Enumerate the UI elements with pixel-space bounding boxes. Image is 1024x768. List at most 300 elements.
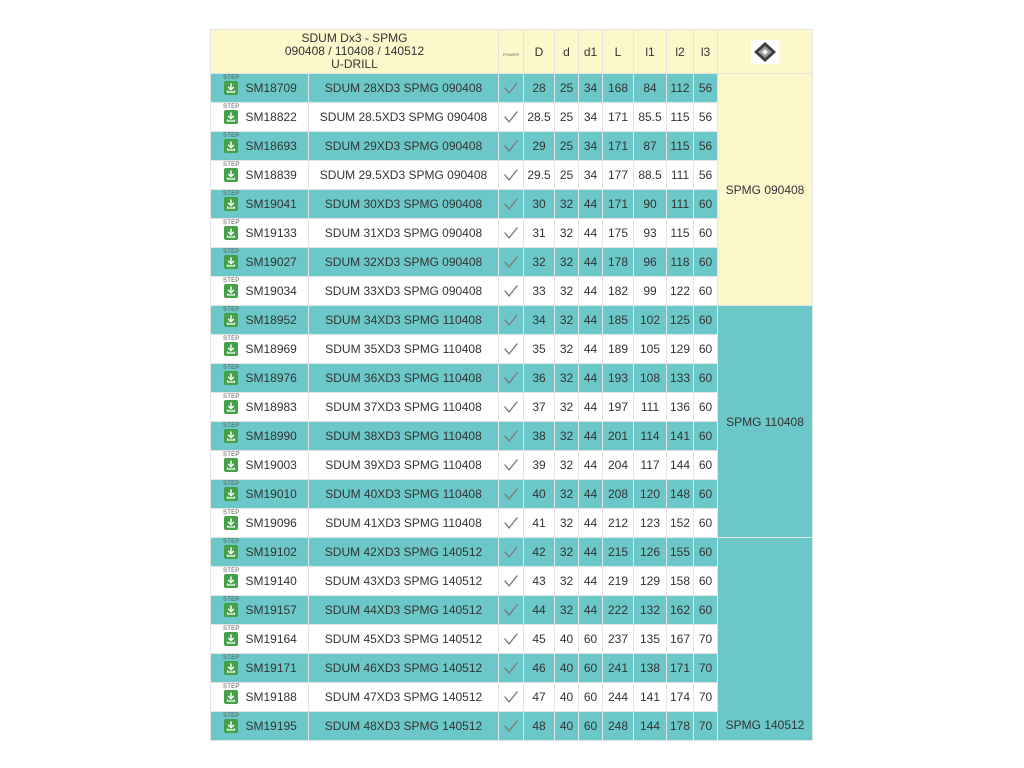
dim-l3: 56 [694,161,718,190]
dim-L: 177 [603,161,634,190]
dim-l1: 99 [634,277,667,306]
download-icon [224,139,238,156]
download-icon [224,458,238,475]
dim-d1: 60 [579,683,603,712]
dim-l1: 114 [634,422,667,451]
col-header-d: d [555,30,579,74]
dim-D: 32 [524,248,555,277]
dim-L: 178 [603,248,634,277]
dim-d: 32 [555,277,579,306]
step-label: STEP [223,74,240,81]
step-label: STEP [223,422,240,429]
step-download-button[interactable] [223,539,239,562]
code-cell [211,683,309,712]
dim-l2: 115 [667,219,694,248]
dim-l2: 136 [667,393,694,422]
dim-d: 32 [555,480,579,509]
product-name: SDUM 44XD3 SPMG 140512 [309,596,499,625]
dim-l1: 108 [634,364,667,393]
step-label: STEP [223,248,240,255]
dim-D: 45 [524,625,555,654]
download-icon [224,632,238,649]
dim-l2: 133 [667,364,694,393]
code-cell [211,393,309,422]
step-label: STEP [223,480,240,487]
check-icon [499,74,524,103]
dim-L: 208 [603,480,634,509]
download-icon [224,226,238,243]
dim-l2: 144 [667,451,694,480]
step-label: STEP [223,190,240,197]
product-code: SM19102 [245,545,297,559]
dim-l3: 60 [694,248,718,277]
check-icon [499,132,524,161]
dim-l3: 60 [694,422,718,451]
code-cell [211,596,309,625]
code-cell [211,451,309,480]
step-label: STEP [223,654,240,661]
dim-l2: 167 [667,625,694,654]
dim-L: 197 [603,393,634,422]
product-code: SM18952 [245,313,297,327]
dim-l3: 60 [694,451,718,480]
check-icon [499,103,524,132]
product-name: SDUM 48XD3 SPMG 140512 [309,712,499,741]
product-name: SDUM 32XD3 SPMG 090408 [309,248,499,277]
dim-D: 33 [524,277,555,306]
step-label: STEP [223,103,240,110]
product-code: SM19096 [245,516,297,530]
dim-l2: 162 [667,596,694,625]
dim-L: 171 [603,132,634,161]
dim-l3: 70 [694,712,718,741]
dim-l1: 93 [634,219,667,248]
dim-d: 32 [555,509,579,538]
dim-d: 32 [555,306,579,335]
dim-d1: 60 [579,625,603,654]
dim-D: 30 [524,190,555,219]
product-code: SM18976 [245,371,297,385]
step-download-button[interactable] [223,249,239,272]
dim-D: 29 [524,132,555,161]
power-logo [499,30,524,74]
product-code: SM19188 [245,690,297,704]
dim-l1: 90 [634,190,667,219]
dim-L: 244 [603,683,634,712]
dim-l1: 87 [634,132,667,161]
dim-L: 193 [603,364,634,393]
table-row [211,306,813,335]
dim-d1: 44 [579,306,603,335]
code-cell [211,103,309,132]
dim-d: 32 [555,364,579,393]
dim-l3: 60 [694,335,718,364]
step-download-button[interactable] [223,307,239,330]
download-icon [224,603,238,620]
step-download-button[interactable] [223,191,239,214]
dim-D: 43 [524,567,555,596]
dim-D: 44 [524,596,555,625]
dim-D: 34 [524,306,555,335]
product-code: SM19010 [245,487,297,501]
dim-l2: 112 [667,74,694,103]
col-header-L: L [603,30,634,74]
code-cell [211,306,309,335]
product-name: SDUM 43XD3 SPMG 140512 [309,567,499,596]
dim-l3: 70 [694,654,718,683]
dim-D: 36 [524,364,555,393]
step-label: STEP [223,509,240,516]
dim-l3: 60 [694,393,718,422]
dim-d: 32 [555,567,579,596]
step-label: STEP [223,219,240,226]
step-download-button[interactable] [223,655,239,678]
dim-l2: 178 [667,712,694,741]
product-code: SM19133 [245,226,297,240]
step-label: STEP [223,596,240,603]
dim-D: 31 [524,219,555,248]
table-row [211,74,813,103]
dim-l2: 125 [667,306,694,335]
download-icon [224,661,238,678]
check-icon [499,248,524,277]
dim-d1: 44 [579,335,603,364]
check-icon [499,538,524,567]
title-line-1: SDUM Dx3 - SPMG [301,31,408,45]
product-name: SDUM 28.5XD3 SPMG 090408 [309,103,499,132]
product-name: SDUM 29XD3 SPMG 090408 [309,132,499,161]
code-cell [211,335,309,364]
product-code: SM18693 [245,139,297,153]
step-label: STEP [223,161,240,168]
download-icon [224,400,238,417]
dim-l2: 155 [667,538,694,567]
insert-group-label: SPMG 140512 [718,538,813,741]
insert-group-label: SPMG 110408 [718,306,813,538]
product-code: SM18839 [245,168,297,182]
dim-D: 41 [524,509,555,538]
dim-L: 248 [603,712,634,741]
code-cell [211,248,309,277]
col-header-l1: l1 [634,30,667,74]
check-icon [499,422,524,451]
product-code: SM19171 [245,661,297,675]
product-code: SM18990 [245,429,297,443]
insert-header [718,30,813,74]
col-header-D: D [524,30,555,74]
download-icon [224,371,238,388]
dim-L: 204 [603,451,634,480]
dim-d1: 44 [579,190,603,219]
product-code: SM19164 [245,632,297,646]
product-name: SDUM 39XD3 SPMG 110408 [309,451,499,480]
product-name: SDUM 33XD3 SPMG 090408 [309,277,499,306]
dim-l1: 96 [634,248,667,277]
code-cell [211,132,309,161]
dim-d1: 44 [579,393,603,422]
code-cell [211,219,309,248]
dim-l2: 152 [667,509,694,538]
code-cell [211,422,309,451]
product-name: SDUM 45XD3 SPMG 140512 [309,625,499,654]
dim-l3: 60 [694,596,718,625]
dim-l3: 60 [694,306,718,335]
product-name: SDUM 34XD3 SPMG 110408 [309,306,499,335]
step-download-button[interactable] [223,684,239,707]
dim-d: 32 [555,451,579,480]
download-icon [224,342,238,359]
product-name: SDUM 30XD3 SPMG 090408 [309,190,499,219]
dim-L: 201 [603,422,634,451]
download-icon [224,487,238,504]
check-icon [499,683,524,712]
product-name: SDUM 41XD3 SPMG 110408 [309,509,499,538]
dim-D: 35 [524,335,555,364]
dim-D: 46 [524,654,555,683]
dim-d1: 44 [579,596,603,625]
step-download-button[interactable] [223,452,239,475]
check-icon [499,190,524,219]
product-name: SDUM 47XD3 SPMG 140512 [309,683,499,712]
dim-l2: 171 [667,654,694,683]
product-name: SDUM 28XD3 SPMG 090408 [309,74,499,103]
insert-group-label: SPMG 090408 [718,74,813,306]
dim-l2: 111 [667,190,694,219]
dim-l1: 102 [634,306,667,335]
step-label: STEP [223,712,240,719]
step-label: STEP [223,132,240,139]
dim-d1: 34 [579,103,603,132]
dim-d: 25 [555,103,579,132]
col-header-l3: l3 [694,30,718,74]
step-download-button[interactable] [223,278,239,301]
product-name: SDUM 36XD3 SPMG 110408 [309,364,499,393]
step-download-button[interactable] [223,626,239,649]
dim-l1: 138 [634,654,667,683]
dim-d1: 44 [579,480,603,509]
dim-l2: 115 [667,132,694,161]
download-icon [224,255,238,272]
step-label: STEP [223,335,240,342]
dim-l1: 120 [634,480,667,509]
check-icon [499,654,524,683]
check-icon [499,712,524,741]
check-icon [499,219,524,248]
step-download-button[interactable] [223,568,239,591]
code-cell [211,538,309,567]
download-icon [224,516,238,533]
dim-d: 25 [555,161,579,190]
col-header-d1: d1 [579,30,603,74]
step-download-button[interactable] [223,133,239,156]
product-code: SM18709 [245,81,297,95]
step-download-button[interactable] [223,162,239,185]
dim-D: 48 [524,712,555,741]
dim-d: 32 [555,596,579,625]
dim-d: 32 [555,335,579,364]
dim-d1: 34 [579,161,603,190]
product-code: SM18969 [245,342,297,356]
table-title [211,30,499,74]
dim-l2: 141 [667,422,694,451]
dim-l3: 70 [694,683,718,712]
code-cell [211,74,309,103]
step-download-button[interactable] [223,510,239,533]
product-code: SM19041 [245,197,297,211]
code-cell [211,364,309,393]
dim-L: 189 [603,335,634,364]
dim-d: 32 [555,190,579,219]
dim-d1: 44 [579,538,603,567]
dim-l1: 129 [634,567,667,596]
dim-D: 28 [524,74,555,103]
dim-L: 215 [603,538,634,567]
dim-l2: 118 [667,248,694,277]
code-cell [211,567,309,596]
dim-l3: 60 [694,567,718,596]
dim-d1: 60 [579,654,603,683]
dim-D: 38 [524,422,555,451]
title-line-3: U-DRILL [331,57,378,71]
product-code: SM19140 [245,574,297,588]
dim-L: 185 [603,306,634,335]
dim-L: 182 [603,277,634,306]
download-icon [224,429,238,446]
dim-l3: 60 [694,538,718,567]
step-download-button[interactable] [223,713,239,736]
dim-L: 212 [603,509,634,538]
product-code: SM19034 [245,284,297,298]
dim-d: 32 [555,538,579,567]
dim-L: 171 [603,190,634,219]
dim-d: 32 [555,393,579,422]
dim-l1: 141 [634,683,667,712]
dim-d1: 34 [579,74,603,103]
step-label: STEP [223,451,240,458]
step-download-button[interactable] [223,481,239,504]
dim-l2: 174 [667,683,694,712]
dim-l2: 158 [667,567,694,596]
dim-d: 32 [555,248,579,277]
dim-d: 40 [555,683,579,712]
check-icon [499,306,524,335]
check-icon [499,393,524,422]
check-icon [499,161,524,190]
dim-L: 175 [603,219,634,248]
check-icon [499,567,524,596]
dim-l2: 111 [667,161,694,190]
step-download-button[interactable] [223,365,239,388]
product-code: SM19027 [245,255,297,269]
dim-d: 32 [555,422,579,451]
step-download-button[interactable] [223,423,239,446]
code-cell [211,277,309,306]
check-icon [499,364,524,393]
dim-D: 40 [524,480,555,509]
dim-l3: 60 [694,509,718,538]
dim-l3: 56 [694,103,718,132]
dim-l3: 70 [694,625,718,654]
download-icon [224,110,238,127]
step-download-button[interactable] [223,336,239,359]
product-name: SDUM 31XD3 SPMG 090408 [309,219,499,248]
step-label: STEP [223,364,240,371]
product-name: SDUM 46XD3 SPMG 140512 [309,654,499,683]
download-icon [224,690,238,707]
dim-D: 42 [524,538,555,567]
step-download-button[interactable] [223,220,239,243]
dim-l3: 60 [694,190,718,219]
product-name: SDUM 40XD3 SPMG 110408 [309,480,499,509]
dim-d1: 44 [579,509,603,538]
product-table [210,29,813,741]
code-cell [211,509,309,538]
check-icon [499,480,524,509]
check-icon [499,596,524,625]
product-name: SDUM 38XD3 SPMG 110408 [309,422,499,451]
step-download-button[interactable] [223,104,239,127]
dim-l2: 115 [667,103,694,132]
download-icon [224,284,238,301]
step-download-button[interactable] [223,75,239,98]
step-download-button[interactable] [223,597,239,620]
dim-d1: 44 [579,277,603,306]
dim-L: 237 [603,625,634,654]
dim-d1: 60 [579,712,603,741]
step-label: STEP [223,393,240,400]
code-cell [211,625,309,654]
dim-l2: 148 [667,480,694,509]
download-icon [224,574,238,591]
dim-l1: 144 [634,712,667,741]
dim-L: 171 [603,103,634,132]
col-header-l2: l2 [667,30,694,74]
dim-d: 32 [555,219,579,248]
dim-l3: 60 [694,219,718,248]
dim-l1: 132 [634,596,667,625]
check-icon [499,509,524,538]
dim-l3: 56 [694,132,718,161]
dim-d: 40 [555,654,579,683]
dim-d1: 44 [579,422,603,451]
step-label: STEP [223,277,240,284]
dim-d: 25 [555,132,579,161]
dim-L: 219 [603,567,634,596]
step-label: STEP [223,538,240,545]
dim-D: 47 [524,683,555,712]
dim-l1: 117 [634,451,667,480]
product-name: SDUM 42XD3 SPMG 140512 [309,538,499,567]
product-code: SM19003 [245,458,297,472]
dim-l3: 60 [694,480,718,509]
dim-d1: 44 [579,248,603,277]
dim-d: 40 [555,625,579,654]
dim-l2: 129 [667,335,694,364]
dim-L: 241 [603,654,634,683]
dim-l1: 88.5 [634,161,667,190]
check-icon [499,451,524,480]
dim-d1: 44 [579,567,603,596]
dim-l3: 60 [694,277,718,306]
dim-d1: 34 [579,132,603,161]
dim-d1: 44 [579,364,603,393]
dim-l1: 123 [634,509,667,538]
step-download-button[interactable] [223,394,239,417]
dim-l1: 111 [634,393,667,422]
dim-l1: 126 [634,538,667,567]
dim-l3: 60 [694,364,718,393]
download-icon [224,719,238,736]
